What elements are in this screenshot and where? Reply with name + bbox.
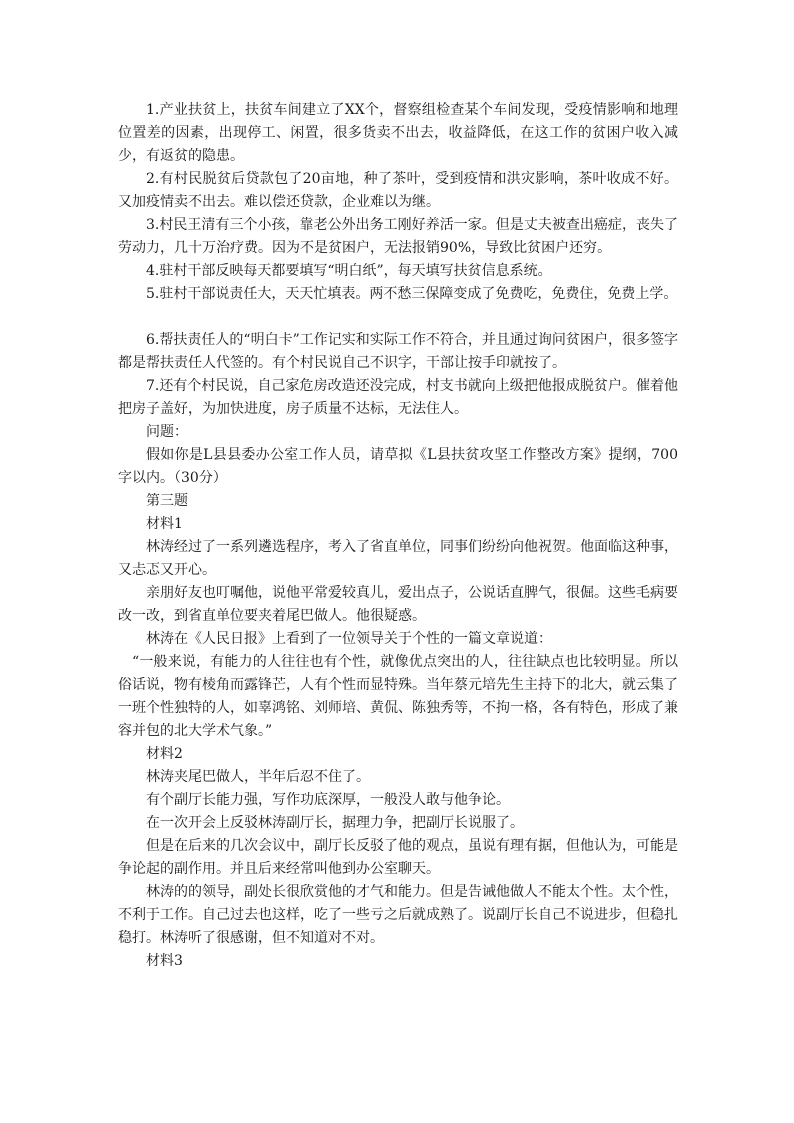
material-2-paragraph-3: 在一次开会上反驳林涛副厅长，据理力争，把副厅长说服了。 — [146, 815, 524, 831]
material-1-paragraph-1: 林涛经过了一系列遴选程序，考入了省直单位，同事们纷纷向他祝贺。他面临这种事，又忐忑又开心。 — [118, 539, 678, 578]
material-heading-3: 材料3 — [146, 953, 183, 969]
material-1-quote: “一般来说，有能力的人往往也有个性，就像优点突出的人，往往缺点也比较明显。所以俗话说，物有棱角而露锋芒，人有个性而显特殊。当年蔡元培先生主持下的北大，就云集了一班个性独特的人，如辜鸿铭、刘师培、黄侃、陈独秀等，不拘一格，各有特色，形成了兼容并包的北大学术气象。” — [118, 654, 678, 739]
paragraph-item-4: 4.驻村干部反映每天都要填写“明白纸”，每天填写扶贫信息系统。 — [146, 263, 552, 279]
paragraph-item-7: 7.还有个村民说，自己家危房改造还没完成，村支书就向上级把他报成脱贫户。催着他把房子盖好，为加快进度，房子质量不达标，无法住人。 — [118, 378, 678, 417]
material-2-paragraph-5: 林涛的的领导，副处长很欣赏他的才气和能力。但是告诫他做人不能太个性。太个性，不利于工作。自己过去也这样，吃了一些亏之后就成熟了。说副厅长自己不说进步，但稳扎稳打。林涛听了很感谢，但不知道对不对。 — [118, 884, 678, 946]
section-heading: 第三题 — [146, 493, 188, 509]
paragraph-item-3: 3.村民王清有三个小孩，靠老公外出务工刚好养活一家。但是丈夫被查出癌症，丧失了劳动力，几十万治疗费。因为不是贫困户，无法报销90%，导致比贫困户还穷。 — [118, 217, 678, 256]
material-1-paragraph-3: 林涛在《人民日报》上看到了一位领导关于个性的一篇文章说道： — [146, 631, 552, 647]
material-2-paragraph-2: 有个副厅长能力强，写作功底深厚，一般没人敢与他争论。 — [146, 792, 510, 808]
material-1-paragraph-2: 亲朋好友也叮嘱他，说他平常爱较真儿，爱出点子，公说话直脾气，很倔。这些毛病要改一改，到省直单位要夹着尾巴做人。他很疑惑。 — [118, 585, 678, 624]
paragraph-item-1: 1.产业扶贫上，扶贫车间建立了XX个，督察组检查某个车间发现，受疫情影响和地理位置差的因素，出现停工、闲置，很多货卖不出去，收益降低，在这工作的贫困户收入减少，有返贫的隐患。 — [118, 102, 678, 164]
material-heading-1: 材料1 — [146, 516, 183, 532]
question-label: 问题： — [146, 424, 188, 440]
paragraph-item-5: 5.驻村干部说责任大，天天忙填表。两不愁三保障变成了免费吃，免费住，免费上学。 — [146, 286, 678, 302]
document-body — [118, 99, 678, 973]
paragraph-item-2: 2.有村民脱贫后贷款包了20亩地，种了茶叶，受到疫情和洪灾影响，茶叶收成不好。又加疫情卖不出去。难以偿还贷款，企业难以为继。 — [118, 171, 678, 210]
material-2-paragraph-1: 林涛夹尾巴做人，半年后忍不住了。 — [146, 769, 370, 785]
material-heading-2: 材料2 — [146, 746, 183, 762]
paragraph-item-6: 6.帮扶责任人的“明白卡”工作记实和实际工作不符合，并且通过询问贫困户，很多签字都是帮扶责任人代签的。有个村民说自己不识字，干部让按手印就按了。 — [118, 332, 678, 371]
question-text: 假如你是L县县委办公室工作人员，请草拟《L县扶贫攻坚工作整改方案》提纲，700字以内。（30分） — [118, 447, 678, 486]
blank-line — [118, 306, 678, 329]
material-2-paragraph-4: 但是在后来的几次会议中，副厅长反驳了他的观点，虽说有理有据，但他认为，可能是争论起的副作用。并且后来经常叫他到办公室聊天。 — [118, 838, 678, 877]
